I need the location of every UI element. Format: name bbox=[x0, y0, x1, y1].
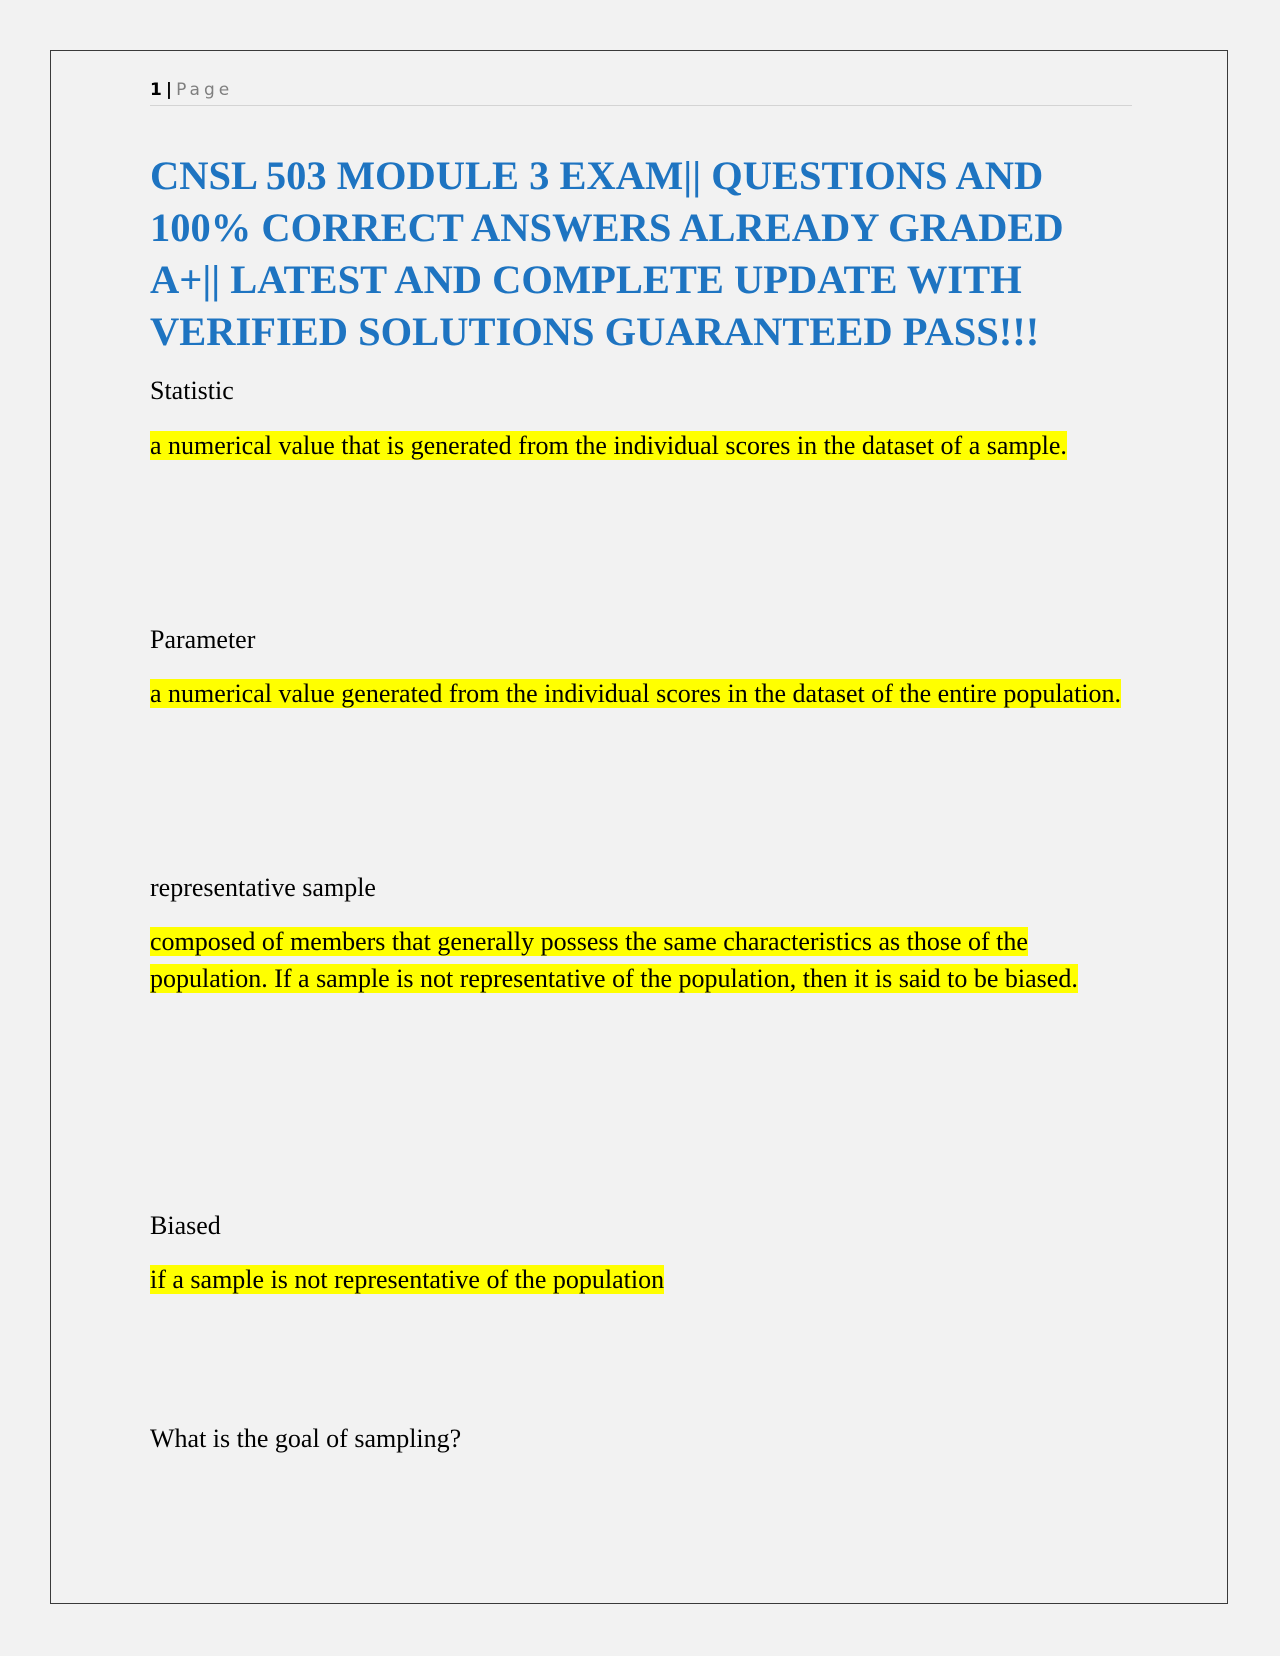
header-separator: | bbox=[165, 80, 173, 100]
highlighted-definition: composed of members that generally possess the same characteristics as those of the population. If a sample is not representative of the population, then it is said to be biased. bbox=[150, 927, 1078, 993]
definition-parameter bbox=[150, 676, 1130, 713]
definition-statistic bbox=[150, 428, 1130, 465]
term-statistic: Statistic bbox=[150, 376, 234, 405]
document-title: CNSL 503 MODULE 3 EXAM|| QUESTIONS AND 100% CORRECT ANSWERS ALREADY GRADED A+|| LATEST AND COMPLETE UPDATE WITH VERIFIED SOLUTIONS GUARANTEED PASS!!! bbox=[150, 153, 1064, 354]
highlighted-definition: a numerical value generated from the individual scores in the dataset of the entire population. bbox=[150, 679, 1122, 708]
definition-representative-sample bbox=[150, 924, 1130, 997]
page-word: Page bbox=[176, 80, 234, 100]
term-biased: Biased bbox=[150, 1211, 221, 1240]
term-parameter: Parameter bbox=[150, 625, 256, 654]
highlighted-definition: if a sample is not representative of the population bbox=[150, 1265, 665, 1294]
page-number: 1 bbox=[150, 80, 162, 100]
definition-biased bbox=[150, 1262, 1130, 1299]
page-header bbox=[150, 75, 1132, 106]
highlighted-definition: a numerical value that is generated from the individual scores in the dataset of a sample. bbox=[150, 431, 1067, 460]
term-goal-of-sampling: What is the goal of sampling? bbox=[150, 1424, 462, 1453]
term-representative-sample: representative sample bbox=[150, 873, 376, 902]
